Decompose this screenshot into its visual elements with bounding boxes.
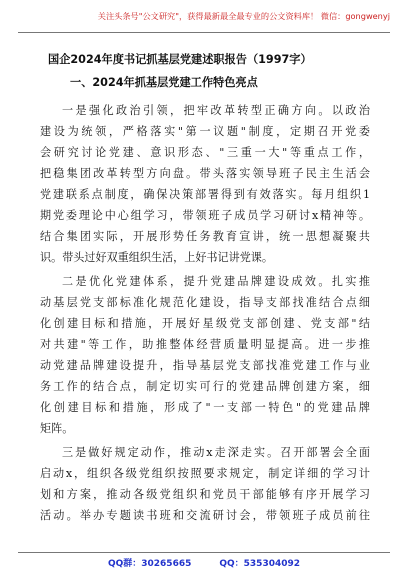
paragraph-line: 建设为统领，严格落实"第一议题"制度，定期召开党委	[40, 125, 370, 138]
paragraph	[40, 271, 370, 439]
paragraph-line: 党建联系点制度，确保决策部署得到有效落实。每月组织1	[40, 188, 370, 201]
paragraph-line: 务工作的结合点，制定切实可行的党建品牌创建方案，细	[40, 380, 370, 393]
header-bar	[18, 10, 390, 22]
paragraph-line: 会研究讨论党建、意识形态、"三重一大"等重点工作，	[40, 146, 370, 159]
paragraph-line: 期党委理论中心组学习，带领班子成员学习研讨x精神等。	[40, 209, 370, 222]
paragraph-line: 一是强化政治引领，把牢改革转型正确方向。以政治	[62, 104, 370, 117]
footer-divider	[18, 552, 390, 553]
paragraph-line: 把稳集团改革转型方向盘。带头落实领导班子民主生活会	[40, 167, 370, 180]
footer-qq-group: QQ群：30265665	[107, 559, 192, 569]
paragraph-line: 化创建目标和措施，开展好星级党支部创建、党支部"结	[40, 317, 370, 330]
paragraph-line: 识。带头过好双重组织生活，上好书记讲党课。	[40, 251, 273, 264]
paragraph-line: 动基层党支部标准化规范化建设，指导支部找准结合点细	[40, 296, 370, 309]
paragraph-line: 启动x，组织各级党组织按照要求规定，制定详细的学习计	[40, 467, 370, 480]
paragraph-line: 划和方案，推动各级党组织和党员干部能够有序开展学习	[40, 488, 370, 501]
section-heading: 一、2024年抓基层党建工作特色亮点	[70, 76, 258, 89]
paragraph-line: 化创建目标和措施，形成了"一支部一特色"的党建品牌	[40, 401, 370, 414]
paragraph-line: 三是做好规定动作，推动x走深走实。召开部署会全面	[62, 446, 370, 459]
footer	[0, 556, 408, 569]
header-divider	[18, 32, 390, 33]
header-notice: 关注头条号"公文研究"，获得最新最全最专业的公文资料库！ 微信：gongwenyj	[97, 11, 390, 21]
paragraph-container	[40, 100, 370, 526]
document-title: 国企2024年度书记抓基层党建述职报告（1997字）	[48, 53, 312, 66]
footer-qq: QQ：535304092	[219, 559, 301, 569]
paragraph	[40, 100, 370, 268]
paragraph	[40, 442, 370, 526]
paragraph-line: 二是优化党建体系，提升党建品牌建设成效。扎实推	[62, 275, 370, 288]
paragraph-line: 对共建"等工作，助推整体经营质量明显提高。进一步推	[40, 338, 370, 351]
paragraph-line: 结合集团实际，开展形势任务教育宣讲，统一思想凝聚共	[40, 230, 370, 243]
paragraph-line: 矩阵。	[40, 422, 74, 435]
paragraph-line: 活动。举办专题读书班和交流研讨会，带领班子成员前往	[40, 509, 370, 522]
document-body	[40, 52, 370, 529]
paragraph-line: 动党建品牌建设提升，指导基层党支部找准党建工作与业	[40, 359, 370, 372]
